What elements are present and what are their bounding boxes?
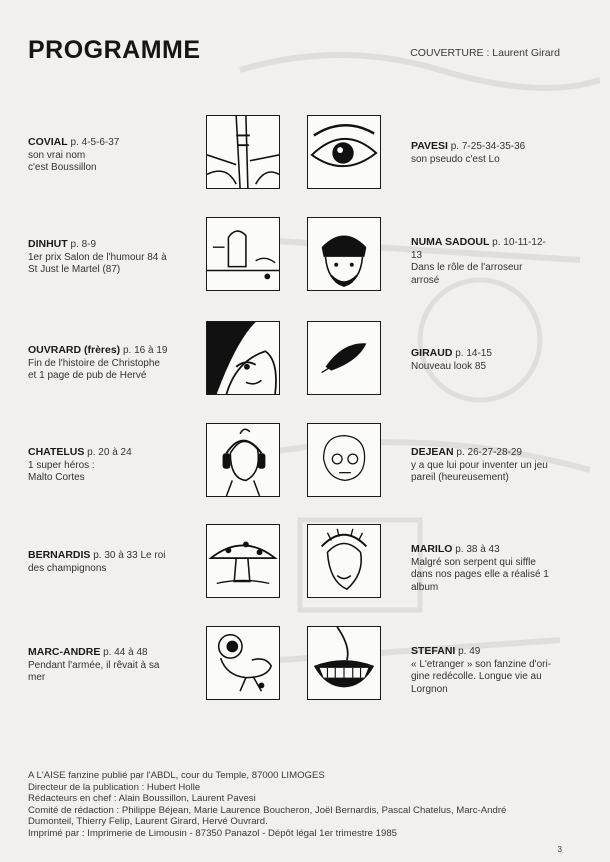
entry-marc-andre: MARC-ANDRE p. 44 à 48 Pendant l'armée, il rêvait à sa mer (28, 646, 160, 683)
drawing-pavesi-eye (307, 115, 381, 189)
entry-marilo: MARILO p. 38 à 43 Malgré son serpent qui siffle dans nos pages elle a réalisé 1 album (411, 543, 549, 593)
drawing-dinhut (206, 217, 280, 291)
drawing-dejean-skull (307, 423, 381, 497)
drawing-stefani-grin (307, 626, 381, 700)
entry-covial: COVIAL p. 4-5-6-37 son vrai nom c'est Boussillon (28, 136, 120, 173)
entry-dinhut: DINHUT p. 8-9 1er prix Salon de l'humour 84 à St Just le Martel (87) (28, 238, 167, 275)
drawing-marcandre-creature (206, 626, 280, 700)
drawing-covial (206, 115, 280, 189)
entry-chatelus: CHATELUS p. 20 à 24 1 super héros : Malto Cortes (28, 446, 132, 483)
drawing-sadoul-face (307, 217, 381, 291)
imprint: A L'AISE fanzine publié par l'ABDL, cour du Temple, 87000 LIMOGES Directeur de la publication : Hubert Holle Rédacteurs en chef : Alain Boussillon, Laurent Pavesi Comité de rédaction : Philippe Béjean, Marie Laurence Boucheron, Joël Bernardis, Pascal Chatelus, Marc-André Dumonteil, Thierry Felip, Laurent Girard, Hervé Ouvrard. Imprimé par : Imprimerie de Limousin - 87350 Panazol - Dépôt légal 1er trimestre 1985 (28, 770, 507, 839)
cover-credit: COUVERTURE : Laurent Girard (410, 47, 560, 59)
page-number: 3 (557, 845, 562, 854)
drawing-ouvrard-face (206, 321, 280, 395)
entry-stefani: STEFANI p. 49 « L'etranger » son fanzine d'ori- gine redécolle. Longue vie au Lorgnon (411, 645, 552, 695)
entry-pavesi: PAVESI p. 7-25-34-35-36 son pseudo c'est Lo (411, 140, 526, 165)
entry-dejean: DEJEAN p. 26-27-28-29 y a que lui pour inventer un jeu pareil (heureusement) (411, 446, 548, 483)
drawing-bernardis-mushroom (206, 524, 280, 598)
entry-giraud: GIRAUD p. 14-15 Nouveau look 85 (411, 347, 492, 372)
entry-bernardis: BERNARDIS p. 30 à 33 Le roi des champignons (28, 549, 166, 574)
drawing-giraud-feather (307, 321, 381, 395)
entry-numa-sadoul: NUMA SADOUL p. 10-11-12- 13 Dans le rôle de l'arroseur arrosé (411, 236, 546, 286)
page-title: PROGRAMME (28, 36, 201, 64)
drawing-marilo-head (307, 524, 381, 598)
entry-ouvrard: OUVRARD (frères) p. 16 à 19 Fin de l'histoire de Christophe et 1 page de pub de Hervé (28, 344, 168, 381)
drawing-chatelus-tintin (206, 423, 280, 497)
